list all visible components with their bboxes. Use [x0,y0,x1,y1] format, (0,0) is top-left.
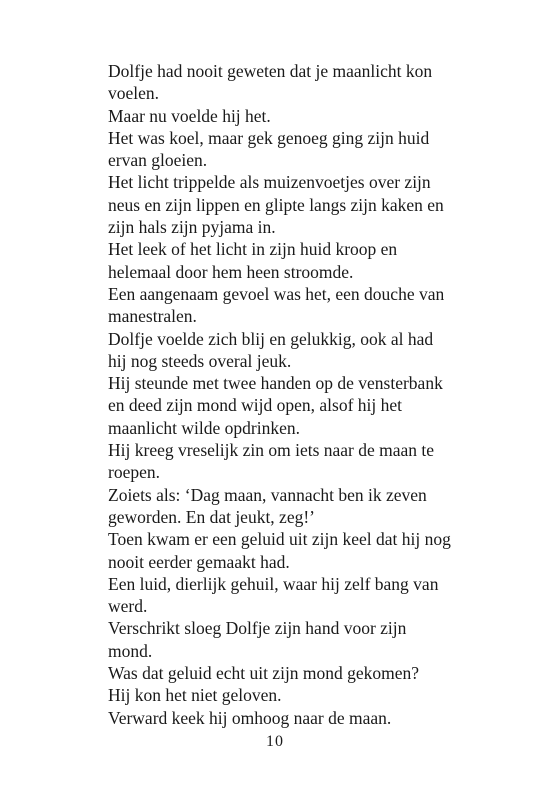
text-line: Zoiets als: ‘Dag maan, vannacht ben ik zeven [108,484,427,505]
page-number: 10 [266,733,284,750]
text-line: geworden. En dat jeukt, zeg!’ [108,506,316,527]
text-line: hij nog steeds overal jeuk. [108,350,292,371]
text-line: werd. [108,596,148,617]
text-line: roepen. [108,462,160,483]
text-line: Een luid, dierlijk gehuil, waar hij zelf bang van [108,573,439,594]
text-line: Toen kwam er een geluid uit zijn keel dat hij nog [108,529,451,550]
text-line: Was dat geluid echt uit zijn mond gekomen? [108,663,420,684]
text-line: helemaal door hem heen stroomde. [108,261,354,282]
text-line: Maar nu voelde hij het. [108,105,271,126]
text-line: voelen. [108,83,160,104]
text-line: ervan gloeien. [108,150,208,171]
text-line: Verschrikt sloeg Dolfje zijn hand voor zijn [108,618,407,639]
text-line: Hij steunde met twee handen op de vensterbank [108,373,443,394]
text-line: Hij kon het niet geloven. [108,685,282,706]
text-line: en deed zijn mond wijd open, alsof hij het [108,395,403,416]
text-line: Een aangenaam gevoel was het, een douche van [108,283,445,304]
text-line: mond. [108,640,153,661]
text-line: Hij kreeg vreselijk zin om iets naar de maan te [108,440,435,461]
text-line: nooit eerder gemaakt had. [108,551,290,572]
text-line: Verward keek hij omhoog naar de maan. [108,707,392,728]
text-line: Dolfje voelde zich blij en gelukkig, ook al had [108,328,434,349]
text-line: manestralen. [108,306,197,327]
text-line: Het licht trippelde als muizenvoetjes over zijn [108,172,431,193]
text-line: Het was koel, maar gek genoeg ging zijn huid [108,127,430,148]
text-line: zijn hals zijn pyjama in. [108,217,276,238]
body-text [108,60,468,729]
text-line: Het leek of het licht in zijn huid kroop en [108,239,398,260]
text-line: Dolfje had nooit geweten dat je maanlicht kon [108,61,433,81]
text-line: maanlicht wilde opdrinken. [108,417,300,438]
text-line: neus en zijn lippen en glipte langs zijn kaken en [108,194,444,215]
